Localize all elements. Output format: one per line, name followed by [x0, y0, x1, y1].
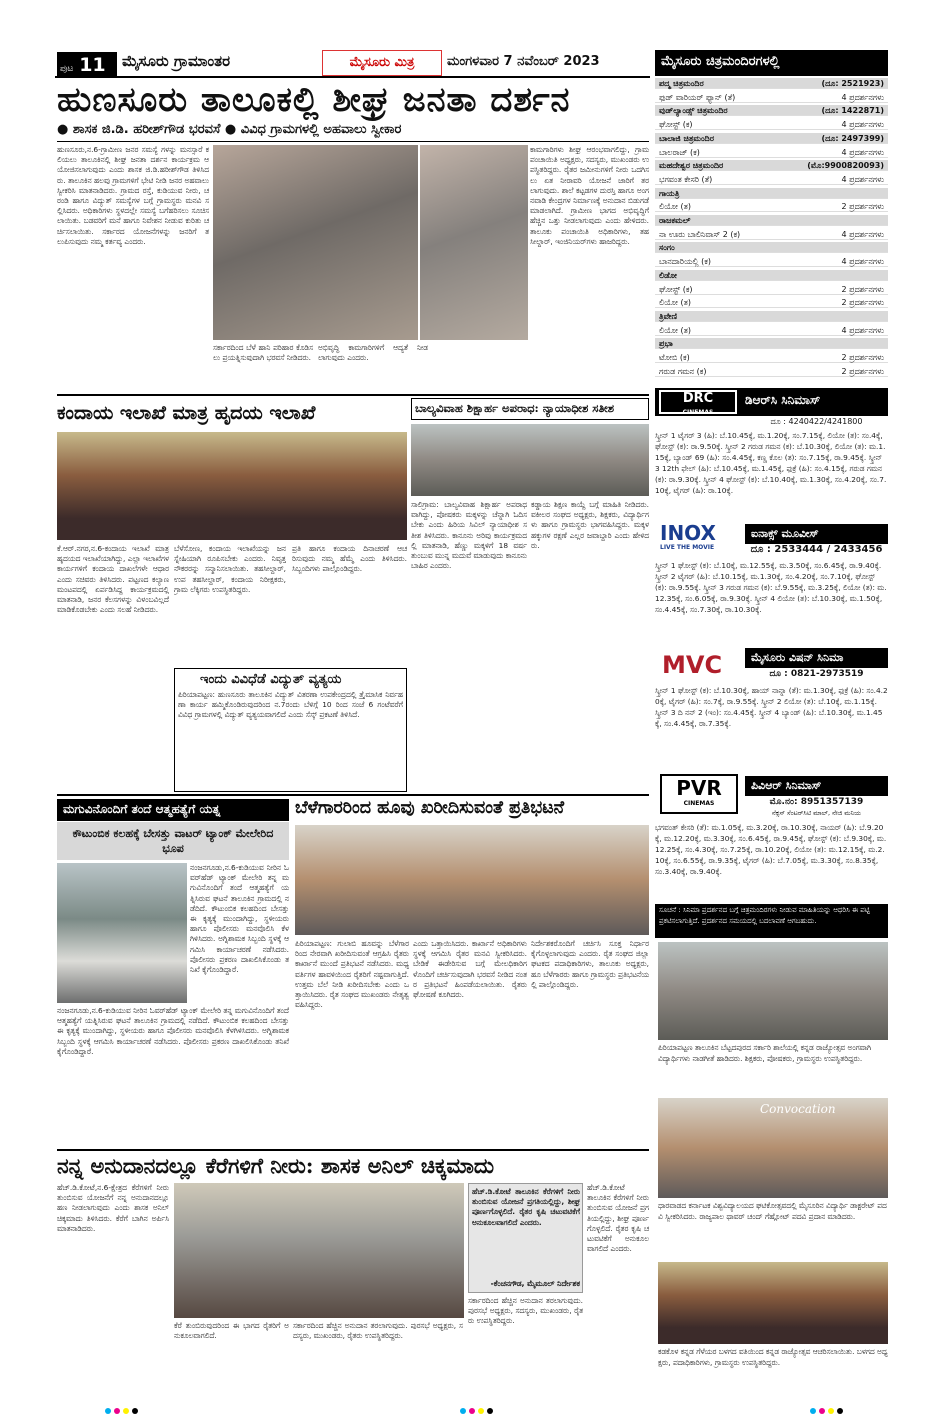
cinema-row-name: ಲಿಯೋ (ತ)	[659, 202, 691, 212]
cinema-row	[655, 229, 888, 240]
cinema-row-value: 2 ಪ್ರದರ್ಶನಗಳು	[841, 284, 884, 294]
convocation-banner: Convocation	[760, 1102, 836, 1116]
side-story1-caption: ಪಿರಿಯಾಪಟ್ಟಣ ತಾಲೂಕಿನ ಬೆಟ್ಟದಪುರದ ಸರ್ಕಾರಿ ಶಾಲೆಯಲ್ಲಿ ಕನ್ನಡ ರಾಜ್ಯೋತ್ಸವ ಅಂಗವಾಗಿ ವಿದ್ಯಾರ್ಥಿಗಳು ನಾಡಗೀತೆ ಹಾಡಿದರು. ಶಿಕ್ಷಕರು, ಪೋಷಕರು, ಗ್ರಾಮಸ್ಥರು ಉಪಸ್ಥಿತರಿದ್ದರು.	[658, 1043, 872, 1063]
cinema-row	[655, 297, 888, 308]
story2-body-col1: ಕೆ.ಆರ್.ನಗರ,ನ.6-ಕಂದಾಯ ಇಲಾಖೆ ಮಾತ್ರ ಹೃದಯದ ಇಲಾಖೆಯಾಗಿದ್ದು, ಎಲ್ಲಾ ಇಲಾಖೆಗಳ ಕಾರ್ಯಗಳಿಗೆ ಕಂದಾಯ ದಾಖಲೆಗಳೇ ಆಧಾರ ಎಂದು ಸಚಿವರು ತಿಳಿಸಿದರು. ಪಟ್ಟಣದ ಕಲ್ಯಾಣ ಮಂಟಪದಲ್ಲಿ ಏರ್ಪಡಿಸಿದ್ದ ಕಾರ್ಯಕ್ರಮದಲ್ಲಿ ಮಾತನಾಡಿ, ಜನರ ಕೆಲಸಗಳನ್ನು ವಿಳಂಬವಿಲ್ಲದೆ ಮಾಡಿಕೊಡಬೇಕು ಎಂದು ಸಲಹೆ ನೀಡಿದರು.	[57, 544, 169, 615]
cinema-row	[655, 242, 888, 253]
side-story2-caption: ಧಾರವಾಡದ ಕರ್ನಾಟಕ ವಿಶ್ವವಿದ್ಯಾಲಯದ ಘಟಿಕೋತ್ಸವದಲ್ಲಿ ಮೈಸೂರಿನ ವಿದ್ಯಾರ್ಥಿ ಡಾಕ್ಟರೇಟ್ ಪದವಿ ಸ್ವೀಕರಿಸಿದರು. ರಾಜ್ಯಪಾಲ ಥಾವರ್ ಚಂದ್ ಗೆಹ್ಲೋಟ್ ಪದವಿ ಪ್ರದಾನ ಮಾಡಿದರು.	[658, 1201, 887, 1221]
cinema-row-value: 2 ಪ್ರದರ್ಶನಗಳು	[841, 353, 884, 362]
mvc-title: ಮೈಸೂರು ವಿಷನ್ ಸಿನಿಮಾ	[745, 648, 888, 668]
cinema-row-value: 4 ಪ್ರದರ್ಶನಗಳು	[841, 92, 884, 102]
cinema-row-name: ಗರುಡ ಗಮನ (ಕ)	[659, 366, 707, 376]
cinema-row-name: ಘೋಸ್ಟ್ (ಕ)	[659, 120, 693, 130]
cinema-row-name: ಪದ್ಮ ಚಿತ್ರಮಂದಿರ	[659, 79, 704, 88]
cinema-row-name: ಟೋಬಿ (ಕ)	[659, 353, 690, 362]
registration-mark	[123, 1408, 129, 1414]
story4-headline: ಬಾಲ್ಯವಿವಾಹ ಶಿಕ್ಷಾರ್ಹ ಅಪರಾಧ: ನ್ಯಾಯಾಧೀಶ ಸತೀಶ	[415, 401, 615, 415]
cinema-row	[655, 174, 888, 185]
cinema-row-name: ಮಹದೇಶ್ವರ ಚಿತ್ರಮಂದಿರ	[659, 161, 724, 171]
cinema-row	[655, 352, 888, 363]
pvr-title: ಪಿವಿಆರ್ ಸಿನಿಮಾಸ್	[745, 776, 888, 796]
cinema-row-value: (ದೂ: 2521923)	[821, 79, 884, 88]
cinema-row	[655, 133, 888, 144]
inox-logo: INOX LIVE THE MOVIE	[660, 521, 716, 551]
cinema-row	[655, 188, 888, 199]
side-story3-photo	[658, 1262, 888, 1344]
cinema-row-value: (ದೂ: 1422871)	[821, 106, 884, 116]
registration-mark	[837, 1408, 843, 1414]
registration-mark	[819, 1408, 825, 1414]
divider	[57, 1149, 649, 1151]
cinema-row-value: 4 ಪ್ರದರ್ಶನಗಳು	[841, 325, 884, 335]
story7-body-col1: ಹೆಚ್.ಡಿ.ಕೋಟೆ,ನ.6-ಕ್ಷೇತ್ರದ ಕೆರೆಗಳಿಗೆ ನೀರು ತುಂಬಿಸುವ ಯೋಜನೆಗೆ ನನ್ನ ಅನುದಾನದಲ್ಲೂ ಹಣ ನೀಡಲಾಗುವುದು ಎಂದು ಶಾಸಕ ಅನಿಲ್ ಚಿಕ್ಕಮಾದು ತಿಳಿಸಿದರು. ಕೆರೆಗೆ ಬಾಗಿನ ಅರ್ಪಿಸಿ ಮಾತನಾಡಿದರು.	[57, 1183, 169, 1233]
cinema-row-name: ಲಿಯೋ (ತ)	[659, 298, 691, 308]
cinema-row	[655, 119, 888, 130]
cinema-list-title: ಮೈಸೂರು ಚಿತ್ರಮಂದಿರಗಳಲ್ಲಿ	[655, 50, 888, 76]
story2-body-col3: ಪ್ರತಿ ಹಾಗೂ ಕಂದಾಯ ದಿನಾಚರಣೆ ಆಚರಿಸುವುದು ನಮ್ಮ ಹೆಮ್ಮೆ ಎಂದು ತಿಳಿಸಿದರು. ಸಿಬ್ಬಂದಿಗಳು ಪಾಲ್ಗೊಂಡಿದ್ದರು.	[292, 544, 407, 574]
cinema-row-value: 4 ಪ್ರದರ್ಶನಗಳು	[841, 174, 884, 184]
story6-body-col3: ನಿರ್ದೇಶಕರೊಂದಿಗೆ ಚರ್ಚಿಸಿ ಸೂಕ್ತ ನಿರ್ಧಾರ ಕೈಗೊಳ್ಳಲಾಗುವುದು ಎಂದರು. ರೈತ ಸಂಘದ ಜಿಲ್ಲಾ ಘಟಕದ ಪದಾಧಿಕಾರಿಗಳು, ತಾಲೂಕು ಅಧ್ಯಕ್ಷರು, ಹೂ ಬೆಳೆಗಾರರು ಹಾಗೂ ಗ್ರಾಮಸ್ಥರು ಪ್ರತಿಭಟನೆಯಲ್ಲಿ ಪಾಲ್ಗೊಂಡಿದ್ದರು.	[531, 939, 649, 989]
mvc-logo: MVC	[662, 651, 723, 679]
page-label: ಪುಟ	[60, 64, 74, 74]
cinema-row	[655, 105, 888, 116]
registration-mark	[132, 1408, 138, 1414]
cinema-row-value: (ದೂ: 2497399)	[821, 133, 884, 143]
cinema-row	[655, 215, 888, 226]
story7-body-col4: ಹೆಚ್.ಡಿ.ಕೋಟೆ ತಾಲೂಕಿನ ಕೆರೆಗಳಿಗೆ ನೀರು ತುಂಬಿಸುವ ಯೋಜನೆ ಪ್ರಗತಿಯಲ್ಲಿದ್ದು, ಶೀಘ್ರ ಪೂರ್ಣಗೊಳ್ಳಲಿದೆ. ರೈತರ ಕೃಷಿ ಚಟುವಟಿಕೆಗೆ ಅನುಕೂಲವಾಗಲಿದೆ ಎಂದರು.	[587, 1183, 649, 1254]
mvc-phone: ದೂ : 0821-2973519	[769, 669, 864, 679]
story7-body-col2: ಸರ್ಕಾರದಿಂದ ಹೆಚ್ಚಿನ ಅನುದಾನ ತರಲಾಗುವುದು. ಪುರಸಭೆ ಅಧ್ಯಕ್ಷರು, ಸದಸ್ಯರು, ಮುಖಂಡರು, ರೈತರು ಉಪಸ್ಥಿತರಿದ್ದರು.	[293, 1321, 463, 1341]
story4-photo	[411, 424, 649, 496]
story5-headline: ಮಗುವಿನೊಂದಿಗೆ ತಂದೆ ಆತ್ಮಹತ್ಯೆಗೆ ಯತ್ನ	[63, 802, 221, 816]
side-story3-caption: ಕಡಕೊಳ ಕನ್ನಡ ಗೆಳೆಯರ ಬಳಗದ ವತಿಯಿಂದ ಕನ್ನಡ ರಾಜ್ಯೋತ್ಸವ ಆಚರಿಸಲಾಯಿತು. ಬಳಗದ ಅಧ್ಯಕ್ಷರು, ಪದಾಧಿಕಾರಿಗಳು, ಗ್ರಾಮಸ್ಥರು ಉಪಸ್ಥಿತರಿದ್ದರು.	[658, 1347, 888, 1367]
cinema-row	[655, 338, 888, 349]
story1-caption-col1: ಸರ್ಕಾರದಿಂದ ಬೆಳೆ ಹಾನಿ ಪರಿಹಾರ ಕೊಡಿಸಲು ಪ್ರಯತ್ನಿಸುವುದಾಗಿ ಭರವಸೆ ನೀಡಿದರು.	[213, 343, 313, 363]
story7-caption: ಕೆರೆ ತುಂಬಿರುವುದರಿಂದ ಈ ಭಾಗದ ರೈತರಿಗೆ ಅನುಕೂಲವಾಗಲಿದೆ.	[174, 1321, 289, 1341]
story1-caption-col2: ಅಭಿವೃದ್ಧಿ ಕಾಮಗಾರಿಗಳಿಗೆ ಆದ್ಯತೆ ನೀಡಲಾಗುವುದು ಎಂದರು.	[318, 343, 428, 363]
cinema-row	[655, 284, 888, 295]
story1-subhead: ● ಶಾಸಕ ಜಿ.ಡಿ. ಹರೀಶ್‌ಗೌಡ ಭರವಸೆ ● ವಿವಿಧ ಗ್ರಾಮಗಳಲ್ಲಿ ಅಹವಾಲು ಸ್ವೀಕಾರ	[57, 122, 402, 137]
pvr-phone: ಮೊ.ನಂ: 8951357139	[769, 797, 864, 807]
cinema-row	[655, 201, 888, 212]
cinema-row	[655, 256, 888, 267]
cinema-row-value: 2 ಪ್ರದರ್ಶನಗಳು	[841, 298, 884, 308]
story7-headline: ನನ್ನ ಅನುದಾನದಲ್ಲೂ ಕೆರೆಗಳಿಗೆ ನೀರು: ಶಾಸಕ ಅನಿಲ್ ಚಿಕ್ಕಮಾದು	[57, 1153, 495, 1178]
story6-body-col1: ಪಿರಿಯಾಪಟ್ಟಣ: ಗುಲಾಬಿ ಹೂವನ್ನು ಬೆಳೆಗಾರರಿಂದ ನೇರವಾಗಿ ಖರೀದಿಸುವಂತೆ ಆಗ್ರಹಿಸಿ ರೈತರು ಕಾರ್ಖಾನೆ ಮುಂದೆ ಪ್ರತಿಭಟನೆ ನಡೆಸಿದರು. ಮಧ್ಯವರ್ತಿಗಳ ಹಾವಳಿಯಿಂದ ರೈತರಿಗೆ ನಷ್ಟವಾಗುತ್ತಿದೆ. ಉತ್ತಮ ಬೆಲೆ ನೀಡಿ ಖರೀದಿಸಬೇಕು ಎಂದು ಒತ್ತಾಯಿಸಿದರು. ರೈತ ಸಂಘದ ಮುಖಂಡರು ನೇತೃತ್ವ ವಹಿಸಿದ್ದರು.	[295, 939, 409, 1010]
cinema-row-value: 4 ಪ್ರದರ್ಶನಗಳು	[841, 147, 884, 157]
story6-photo	[295, 825, 649, 935]
cinema-row-name: ಭಗವಂತ ಕೇಸರಿ (ತೆ)	[659, 174, 713, 184]
story6-body-col2: ಎಂದು ಒತ್ತಾಯಿಸಿದರು. ಕಾರ್ಖಾನೆ ಅಧಿಕಾರಿಗಳು ಸ್ಥಳಕ್ಕೆ ಆಗಮಿಸಿ ರೈತರ ಮನವಿ ಸ್ವೀಕರಿಸಿದರು. ಬೇಡಿಕೆ ಈಡೇರಿಸುವ ಬಗ್ಗೆ ಮೇಲಧಿಕಾರಿಗಳೊಂದಿಗೆ ಚರ್ಚಿಸುವುದಾಗಿ ಭರವಸೆ ನೀಡಿದ ನಂತರ ಪ್ರತಿಭಟನೆ ಹಿಂಪಡೆಯಲಾಯಿತು. ರೈತರು ಘೋಷಣೆ ಕೂಗಿದರು.	[413, 939, 527, 1000]
story4-body-col1: ಸಾಲಿಗ್ರಾಮ: ಬಾಲ್ಯವಿವಾಹ ಶಿಕ್ಷಾರ್ಹ ಅಪರಾಧವಾಗಿದ್ದು, ಪೋಷಕರು ಮಕ್ಕಳನ್ನು ಚೆನ್ನಾಗಿ ಓದಿಸಬೇಕು ಎಂದು ಹಿರಿಯ ಸಿವಿಲ್ ನ್ಯಾಯಾಧೀಶ ಸತೀಶ ತಿಳಿಸಿದರು. ಕಾನೂನು ಅರಿವು ಕಾರ್ಯಕ್ರಮದಲ್ಲಿ ಮಾತನಾಡಿ, ಹೆಣ್ಣು ಮಕ್ಕಳಿಗೆ 18 ವರ್ಷ ತುಂಬುವ ಮುನ್ನ ಮದುವೆ ಮಾಡುವುದು ಕಾನೂನು ಬಾಹಿರ ಎಂದರು.	[411, 500, 527, 571]
cinema-row-value: 4 ಪ್ರದರ್ಶನಗಳು	[841, 120, 884, 130]
story7-body-col3: ಸರ್ಕಾರದಿಂದ ಹೆಚ್ಚಿನ ಅನುದಾನ ತರಲಾಗುವುದು. ಪುರಸಭೆ ಅಧ್ಯಕ್ಷರು, ಸದಸ್ಯರು, ಮುಖಂಡರು, ರೈತರು ಉಪಸ್ಥಿತರಿದ್ದರು.	[468, 1296, 583, 1326]
story5-subhead: ಕೌಟುಂಬಿಕ ಕಲಹಕ್ಕೆ ಬೇಸತ್ತು ವಾಟರ್ ಟ್ಯಾಂಕ್ ಮೇಲೇರಿದ ಭೂಪ	[72, 827, 274, 855]
story5-photo	[57, 863, 187, 1003]
story7-quote: ಹೆಚ್.ಡಿ.ಕೋಟೆ ತಾಲೂಕಿನ ಕೆರೆಗಳಿಗೆ ನೀರು ತುಂಬಿಸುವ ಯೋಜನೆ ಪ್ರಗತಿಯಲ್ಲಿದ್ದು, ಶೀಘ್ರ ಪೂರ್ಣಗೊಳ್ಳಲಿದೆ. ರೈತರ ಕೃಷಿ ಚಟುವಟಿಕೆಗೆ ಅನುಕೂಲವಾಗಲಿದೆ ಎಂದರು.	[472, 1187, 580, 1227]
story1-photo-right	[420, 145, 528, 340]
registration-mark	[105, 1408, 111, 1414]
cinema-row-name: ಬಾಲರಾಜ್ (ಕ)	[659, 147, 700, 157]
pvr-logo: PVR CINEMAS	[660, 774, 738, 814]
cinema-row-value: 2 ಪ್ರದರ್ಶನಗಳು	[841, 202, 884, 212]
registration-mark	[828, 1408, 834, 1414]
story5-body: ನಂಜನಗೂಡು,ನ.6-ಕುಡಿಯುವ ನೀರಿನ ಓವರ್‌ಹೆಡ್ ಟ್ಯಾಂಕ್ ಮೇಲೇರಿ ತನ್ನ ಮಗುವಿನೊಂದಿಗೆ ತಂದೆ ಆತ್ಮಹತ್ಯೆಗೆ ಯತ್ನಿಸಿರುವ ಘಟನೆ ತಾಲೂಕಿನ ಗ್ರಾಮದಲ್ಲಿ ನಡೆದಿದೆ. ಕೌಟುಂಬಿಕ ಕಲಹದಿಂದ ಬೇಸತ್ತು ಈ ಕೃತ್ಯಕ್ಕೆ ಮುಂದಾಗಿದ್ದು, ಸ್ಥಳೀಯರು ಹಾಗೂ ಪೊಲೀಸರು ಮನವೊಲಿಸಿ ಕೆಳಗಿಳಿಸಿದರು. ಅಗ್ನಿಶಾಮಕ ಸಿಬ್ಬಂದಿ ಸ್ಥಳಕ್ಕೆ ಆಗಮಿಸಿ ಕಾರ್ಯಾಚರಣೆ ನಡೆಸಿದರು. ಪೊಲೀಸರು ಪ್ರಕರಣ ದಾಖಲಿಸಿಕೊಂಡು ತನಿಖೆ ಕೈಗೊಂಡಿದ್ದಾರೆ.	[190, 863, 289, 975]
cinema-row-value: 4 ಪ್ರದರ್ಶನಗಳು	[841, 257, 884, 267]
masthead-logo: ಮೈಸೂರು ಮಿತ್ರ	[322, 50, 442, 76]
story7-byline: -ಕೆಂಚನಗೌಡ, ಮೈಮೂಲ್ ನಿರ್ದೇಶಕ	[490, 1279, 580, 1288]
registration-mark	[478, 1408, 484, 1414]
cinema-row-name: ಘೋಸ್ಟ್ (ಕ)	[659, 284, 693, 294]
page-number-badge	[57, 52, 117, 76]
cinema-row-value: 4 ಪ್ರದರ್ಶನಗಳು	[841, 229, 884, 239]
cinema-row	[655, 270, 888, 281]
cinema-row-value: 2 ಪ್ರದರ್ಶನಗಳು	[841, 366, 884, 376]
cinema-row-name: ನಾ ಊರು ಬಾಲಿನಿವಾಸ್ 2 (ಕ)	[659, 229, 741, 239]
divider	[57, 141, 649, 142]
page-number: 11	[79, 54, 106, 76]
pvr-address: ನೆಕ್ಸಸ್ ಸೆಂಟರ್‌ಸಿಟಿ ಮಾಲ್, ನೇಜಿ ಮನಿಯ	[771, 809, 862, 817]
story1-photo	[213, 145, 418, 340]
story1-body-col2: ಕಾಮಗಾರಿಗಳು ಶೀಘ್ರ ಆರಂಭವಾಗಲಿದ್ದು, ಗ್ರಾಮ ಪಂಚಾಯಿತಿ ಅಧ್ಯಕ್ಷರು, ಸದಸ್ಯರು, ಮುಖಂಡರು ಉಪಸ್ಥಿತರಿದ್ದರು. ರೈತರ ಜಮೀನುಗಳಿಗೆ ನೀರು ಒದಗಿಸಲು ಏತ ನೀರಾವರಿ ಯೋಜನೆ ಜಾರಿಗೆ ತರಲಾಗುವುದು. ಶಾಲೆ ಕಟ್ಟಡಗಳ ದುರಸ್ತಿ ಹಾಗೂ ಅಂಗನವಾಡಿ ಕೇಂದ್ರಗಳ ನಿರ್ಮಾಣಕ್ಕೆ ಅನುದಾನ ಬಿಡುಗಡೆ ಮಾಡಲಾಗಿದೆ. ಗ್ರಾಮೀಣ ಭಾಗದ ಅಭಿವೃದ್ಧಿಗೆ ಹೆಚ್ಚಿನ ಒತ್ತು ನೀಡಲಾಗುವುದು ಎಂದು ಹೇಳಿದರು. ತಾಲೂಕು ಪಂಚಾಯಿತಿ ಅಧಿಕಾರಿಗಳು, ತಹಸೀಲ್ದಾರ್, ಇಂಜಿನಿಯರ್‌ಗಳು ಹಾಜರಿದ್ದರು.	[530, 145, 649, 246]
cinema-row	[655, 78, 888, 89]
cinema-row-name: ಸಂಗಂ	[659, 243, 675, 253]
cinema-row-name: ಫುಡ್ ವಾರಿಯರ್ ಫ್ಯಾನ್ (ತೆ)	[659, 92, 736, 102]
story7-photo	[174, 1183, 464, 1318]
story1-headline: ಹುಣಸೂರು ತಾಲೂಕಲ್ಲಿ ಶೀಘ್ರ ಜನತಾ ದರ್ಶನ	[57, 80, 571, 120]
inox-phone: ದೂ : 2533444 / 2433456	[750, 544, 883, 555]
cinema-row-value: (ಮೊ:9900820093)	[807, 161, 884, 171]
cinema-row	[655, 160, 888, 171]
cinema-row-name: ಲಿಯೋ (ತ)	[659, 325, 691, 335]
registration-mark	[460, 1408, 466, 1414]
registration-mark	[810, 1408, 816, 1414]
mvc-listing: ಸ್ಕ್ರೀನ್ 1 ಘೋಸ್ಟ್ (ಕ): ಬೆ.10.30ಕ್ಕೆ, ಹಾಯ್ ನಾನ್ನಾ (ತೆ): ಮ.1.30ಕ್ಕೆ, ಫುಕ್ರೆ (ಹಿ): ಸಂ.4.20ಕ್ಕೆ, ಟೈಗರ್ (ಹಿ): ಸಂ.7ಕ್ಕೆ, ರಾ.9.55ಕ್ಕೆ. ಸ್ಕ್ರೀನ್ 2 ಲಿಯೋ (ತ): ಬೆ.10ಕ್ಕೆ, ಮ.1.15ಕ್ಕೆ. ಸ್ಕ್ರೀನ್ 3 ದಿ ನನ್ 2 (ಇಂ): ಸಂ.4.45ಕ್ಕೆ. ಸ್ಕ್ರೀನ್ 4 ಬ್ಯಾಂಡ್ (ಹಿ): ಬೆ.10.30ಕ್ಕೆ, ಮ.1.45ಕ್ಕೆ, ಸಂ.4.45ಕ್ಕೆ, ರಾ.7.35ಕ್ಕೆ.	[655, 686, 888, 728]
registration-mark	[487, 1408, 493, 1414]
cinema-row-name: ವುಡ್‌ಲ್ಯಾಂಡ್ಸ್ ಚಿತ್ರಮಂದಿರ	[659, 106, 728, 116]
cinema-row	[655, 366, 888, 377]
story6-headline: ಬೆಳೆಗಾರರಿಂದ ಹೂವು ಖರೀದಿಸುವಂತೆ ಪ್ರತಿಭಟನೆ	[295, 798, 565, 818]
cinema-row	[655, 92, 888, 103]
cinema-row-name: ತ್ರಿವೇಣಿ	[659, 311, 677, 321]
drc-logo: DRC CINEMAS	[659, 390, 737, 414]
story2-headline: ಕಂದಾಯ ಇಲಾಖೆ ಮಾತ್ರ ಹೃದಯ ಇಲಾಖೆ	[57, 402, 316, 424]
cinema-row	[655, 311, 888, 322]
cinema-row-name: ಪ್ರಭಾ	[659, 339, 673, 349]
cinema-row-name: ಗಾಯತ್ರಿ	[659, 188, 680, 198]
divider	[57, 394, 649, 396]
story4-body-col2: ಕಡ್ಡಾಯ ಶಿಕ್ಷಣ ಕಾಯ್ದೆ ಬಗ್ಗೆ ಮಾಹಿತಿ ನೀಡಿದರು. ವಕೀಲರ ಸಂಘದ ಅಧ್ಯಕ್ಷರು, ಶಿಕ್ಷಕರು, ವಿದ್ಯಾರ್ಥಿಗಳು ಹಾಗೂ ಗ್ರಾಮಸ್ಥರು ಭಾಗವಹಿಸಿದ್ದರು. ಮಕ್ಕಳ ಹಕ್ಕುಗಳ ರಕ್ಷಣೆ ಎಲ್ಲರ ಜವಾಬ್ದಾರಿ ಎಂದು ಹೇಳಿದರು.	[531, 500, 649, 550]
issue-date: ಮಂಗಳವಾರ 7 ನವೆಂಬರ್ 2023	[447, 54, 600, 69]
cinema-row-name: ಬಾನದಾರಿಯಲ್ಲಿ (ಕ)	[659, 257, 711, 267]
inox-title: ಐನಾಕ್ಸ್ ಮೂವೀಸ್	[745, 524, 888, 544]
pvr-listing: ಭಗವಂತ್ ಕೇಸರಿ (ತೆ): ಮ.1.05ಕ್ಕೆ, ಮ.3.20ಕ್ಕೆ, ರಾ.10.30ಕ್ಕೆ, ನಾಯರ್ (ಹಿ): ಬೆ.9.20ಕ್ಕೆ, ಮ.12.20ಕ್ಕೆ, ಮ.3.30ಕ್ಕೆ, ಸಂ.6.45ಕ್ಕೆ, ರಾ.9.45ಕ್ಕೆ, ಘೋಸ್ಟ್ (ಕ): ಬೆ.9.30ಕ್ಕೆ, ಮ.12.25ಕ್ಕೆ, ಸಂ.4.30ಕ್ಕೆ, ಸಂ.7.25ಕ್ಕೆ, ರಾ.10.20ಕ್ಕೆ, ಲಿಯೋ (ತ): ಮ.12.15ಕ್ಕೆ, ಮ.2.10ಕ್ಕೆ, ಸಂ.6.55ಕ್ಕೆ, ರಾ.9.35ಕ್ಕೆ, ಟೈಗರ್ (ಹಿ): ಬೆ.7.05ಕ್ಕೆ, ಮ.3.30ಕ್ಕೆ, ಸಂ.8.35ಕ್ಕೆ, ಸಂ.3.40ಕ್ಕೆ, ರಾ.9.40ಕ್ಕೆ.	[655, 823, 887, 876]
cinema-notice: ಸೂಚನೆ : ಸಿನಿಮಾ ಪ್ರದರ್ಶನದ ಬಗ್ಗೆ ಚಿತ್ರಮಂದಿರಗಳು ನೀಡುವ ಮಾಹಿತಿಯನ್ನು ಆಧರಿಸಿ ಈ ಪಟ್ಟಿ ಪ್ರಕಟಿಸಲಾಗುತ್ತಿದೆ. ಪ್ರದರ್ಶನದ ಸಮಯದಲ್ಲಿ ಬದಲಾವಣೆ ಆಗಬಹುದು.	[655, 904, 888, 938]
inox-listing: ಸ್ಕ್ರೀನ್ 1 ಘೋಸ್ಟ್ (ಕ): ಬೆ.10ಕ್ಕೆ, ಮ.12.55ಕ್ಕೆ, ಮ.3.50ಕ್ಕೆ, ಸಂ.6.45ಕ್ಕೆ, ರಾ.9.40ಕ್ಕೆ. ಸ್ಕ್ರೀನ್ 2 ಟೈಗರ್ (ಹಿ): ಬೆ.10.15ಕ್ಕೆ, ಮ.1.30ಕ್ಕೆ, ಸಂ.4.20ಕ್ಕೆ, ಸಂ.7.10ಕ್ಕೆ, ಘೋಸ್ಟ್ (ಕ): ರಾ.9.55ಕ್ಕೆ. ಸ್ಕ್ರೀನ್ 3 ಗರುಡ ಗಮನ (ಕ): ಬೆ.9.55ಕ್ಕೆ, ಮ.3.25ಕ್ಕೆ, ಲಿಯೋ (ತ): ಮ.12.35ಕ್ಕೆ, ಸಂ.6.05ಕ್ಕೆ, ರಾ.9.30ಕ್ಕೆ. ಸ್ಕ್ರೀನ್ 4 ಲಿಯೋ (ತ): ಬೆ.10.30ಕ್ಕೆ, ಮ.1.50ಕ್ಕೆ, ಸಂ.4.45ಕ್ಕೆ, ಸಂ.7.30ಕ್ಕೆ, ರಾ.10.30ಕ್ಕೆ.	[655, 561, 887, 614]
side-story1-photo	[658, 942, 888, 1040]
cinema-row-name: ಲಿಡೋ	[659, 270, 677, 280]
story1-body-col1: ಹುಣಸೂರು,ನ.6-ಗ್ರಾಮೀಣ ಜನರ ಸಮಸ್ಯೆ ಗಳನ್ನು ಮನಸ್ಸಾರೆ ಕಲಿಯಲು ತಾಲೂಕಿನಲ್ಲಿ ಶೀಘ್ರ ಜನತಾ ದರ್ಶನ ಕಾರ್ಯಕ್ರಮ ಆಯೋಜಿಸಲಾಗುವುದು ಎಂದು ಶಾಸಕ ಜಿ.ಡಿ.ಹರೀಶ್‌ಗೌಡ ತಿಳಿಸಿದರು. ತಾಲೂಕಿನ ಹಲವು ಗ್ರಾಮಗಳಿಗೆ ಭೇಟಿ ನೀಡಿ ಜನರ ಅಹವಾಲು ಸ್ವೀಕರಿಸಿ ಮಾತನಾಡಿದರು. ಗ್ರಾಮದ ರಸ್ತೆ, ಕುಡಿಯುವ ನೀರು, ಚರಂಡಿ ಹಾಗೂ ವಿದ್ಯುತ್ ಸಮಸ್ಯೆಗಳ ಬಗ್ಗೆ ಗ್ರಾಮಸ್ಥರು ಮನವಿ ಸಲ್ಲಿಸಿದರು. ಅಧಿಕಾರಿಗಳು ಸ್ಥಳದಲ್ಲೇ ಸಮಸ್ಯೆ ಬಗೆಹರಿಸಲು ಸೂಚಿಸಲಾಯಿತು. ಬಡವರಿಗೆ ಮನೆ ಹಾಗೂ ನಿವೇಶನ ನೀಡುವ ಕುರಿತು ಚರ್ಚಿಸಲಾಯಿತು. ಸರ್ಕಾರದ ಯೋಜನೆಗಳನ್ನು ಜನರಿಗೆ ತಲುಪಿಸುವುದು ನಮ್ಮ ಕರ್ತವ್ಯ ಎಂದರು.	[57, 145, 209, 246]
drc-listing: ಸ್ಕ್ರೀನ್ 1 ಟೈಗರ್ 3 (ಹಿ): ಬೆ.10.45ಕ್ಕೆ, ಮ.1.20ಕ್ಕೆ, ಸಂ.7.15ಕ್ಕೆ, ಲಿಯೋ (ತ): ಸಂ.4ಕ್ಕೆ, ಘೋಸ್ಟ್ (ಕ): ರಾ.9.50ಕ್ಕೆ. ಸ್ಕ್ರೀನ್ 2 ಗರುಡ ಗಮನ (ಕ): ಬೆ.10.30ಕ್ಕೆ, ಲಿಯೋ (ತ): ಮ.1.15ಕ್ಕೆ, ಬ್ಯಾಂಡ್ 69 (ಹಿ): ಸಂ.4.45ಕ್ಕೆ, ಕಣ್ಣ ಕೊಲ (ತ): ಸಂ.7.15ಕ್ಕೆ, ರಾ.9.45ಕ್ಕೆ. ಸ್ಕ್ರೀನ್ 3 12th ಫೇಲ್ (ಹಿ): ಬೆ.10.45ಕ್ಕೆ, ಮ.1.45ಕ್ಕೆ, ಫುಕ್ರೆ (ಹಿ): ಸಂ.4.15ಕ್ಕೆ, ಗರುಡ ಗಮನ (ಕ): ರಾ.9.30ಕ್ಕೆ. ಸ್ಕ್ರೀನ್ 4 ಘೋಸ್ಟ್ (ಕ): ಬೆ.10.40ಕ್ಕೆ, ಮ.1.30ಕ್ಕೆ, ಸಂ.4.20ಕ್ಕೆ, ಸಂ.7.10ಕ್ಕೆ, ಟೈಗರ್ (ಹಿ): ರಾ.10ಕ್ಕೆ.	[655, 431, 887, 495]
drc-title: ಡಿಆರ್‌ಸಿ ಸಿನಿಮಾಸ್	[745, 393, 821, 407]
story3-body: ಪಿರಿಯಾಪಟ್ಟಣ: ಹುಣಸೂರು ತಾಲೂಕಿನ ವಿದ್ಯುತ್ ವಿತರಣಾ ಉಪಕೇಂದ್ರದಲ್ಲಿ ತ್ರೈಮಾಸಿಕ ನಿರ್ವಹಣಾ ಕಾರ್ಯ ಹಮ್ಮಿಕೊಂಡಿರುವುದರಿಂದ ನ.7ರಂದು ಬೆಳಿಗ್ಗೆ 10 ರಿಂದ ಸಂಜೆ 6 ಗಂಟೆವರೆಗೆ ವಿವಿಧ ಗ್ರಾಮಗಳಲ್ಲಿ ವಿದ್ಯುತ್ ವ್ಯತ್ಯಯವಾಗಲಿದೆ ಎಂದು ಸೆಸ್ಕ್ ಪ್ರಕಟಣೆ ತಿಳಿಸಿದೆ.	[178, 690, 403, 720]
cinema-row	[655, 147, 888, 158]
story3-headline: ಇಂದು ವಿವಿಧೆಡೆ ವಿದ್ಯುತ್ ವ್ಯತ್ಯಯ	[200, 672, 342, 687]
drc-phone: ದೂ : 4240422/4241800	[770, 417, 863, 426]
registration-mark	[469, 1408, 475, 1414]
story2-body-col2: ಬೆಳೆಸೋಣ, ಕಂದಾಯ ಇಲಾಖೆಯನ್ನು ಜನಸ್ನೇಹಿಯಾಗಿ ರೂಪಿಸಬೇಕು ಎಂದರು. ನಿವೃತ್ತ ನೌಕರರನ್ನು ಸನ್ಮಾನಿಸಲಾಯಿತು. ತಹಸೀಲ್ದಾರ್, ಉಪ ತಹಸೀಲ್ದಾರ್, ಕಂದಾಯ ನಿರೀಕ್ಷಕರು, ಗ್ರಾಮ ಲೆಕ್ಕಿಗರು ಉಪಸ್ಥಿತರಿದ್ದರು.	[174, 544, 286, 594]
section-title: ಮೈಸೂರು ಗ್ರಾಮಾಂತರ	[122, 52, 231, 70]
cinema-row	[655, 325, 888, 336]
cinema-row-name: ಬಾಲಾಜಿ ಚಿತ್ರಮಂದಿರ	[659, 133, 714, 143]
story5-body-cont: ನಂಜನಗೂಡು,ನ.6-ಕುಡಿಯುವ ನೀರಿನ ಓವರ್‌ಹೆಡ್ ಟ್ಯಾಂಕ್ ಮೇಲೇರಿ ತನ್ನ ಮಗುವಿನೊಂದಿಗೆ ತಂದೆ ಆತ್ಮಹತ್ಯೆಗೆ ಯತ್ನಿಸಿರುವ ಘಟನೆ ತಾಲೂಕಿನ ಗ್ರಾಮದಲ್ಲಿ ನಡೆದಿದೆ. ಕೌಟುಂಬಿಕ ಕಲಹದಿಂದ ಬೇಸತ್ತು ಈ ಕೃತ್ಯಕ್ಕೆ ಮುಂದಾಗಿದ್ದು, ಸ್ಥಳೀಯರು ಹಾಗೂ ಪೊಲೀಸರು ಮನವೊಲಿಸಿ ಕೆಳಗಿಳಿಸಿದರು. ಅಗ್ನಿಶಾಮಕ ಸಿಬ್ಬಂದಿ ಸ್ಥಳಕ್ಕೆ ಆಗಮಿಸಿ ಕಾರ್ಯಾಚರಣೆ ನಡೆಸಿದರು. ಪೊಲೀಸರು ಪ್ರಕರಣ ದಾಖಲಿಸಿಕೊಂಡು ತನಿಖೆ ಕೈಗೊಂಡಿದ್ದಾರೆ.	[57, 1006, 289, 1056]
registration-mark	[114, 1408, 120, 1414]
story2-photo	[57, 432, 407, 540]
cinema-row-name: ರಾಜಕಮಲ್	[659, 216, 691, 225]
divider	[57, 794, 649, 796]
